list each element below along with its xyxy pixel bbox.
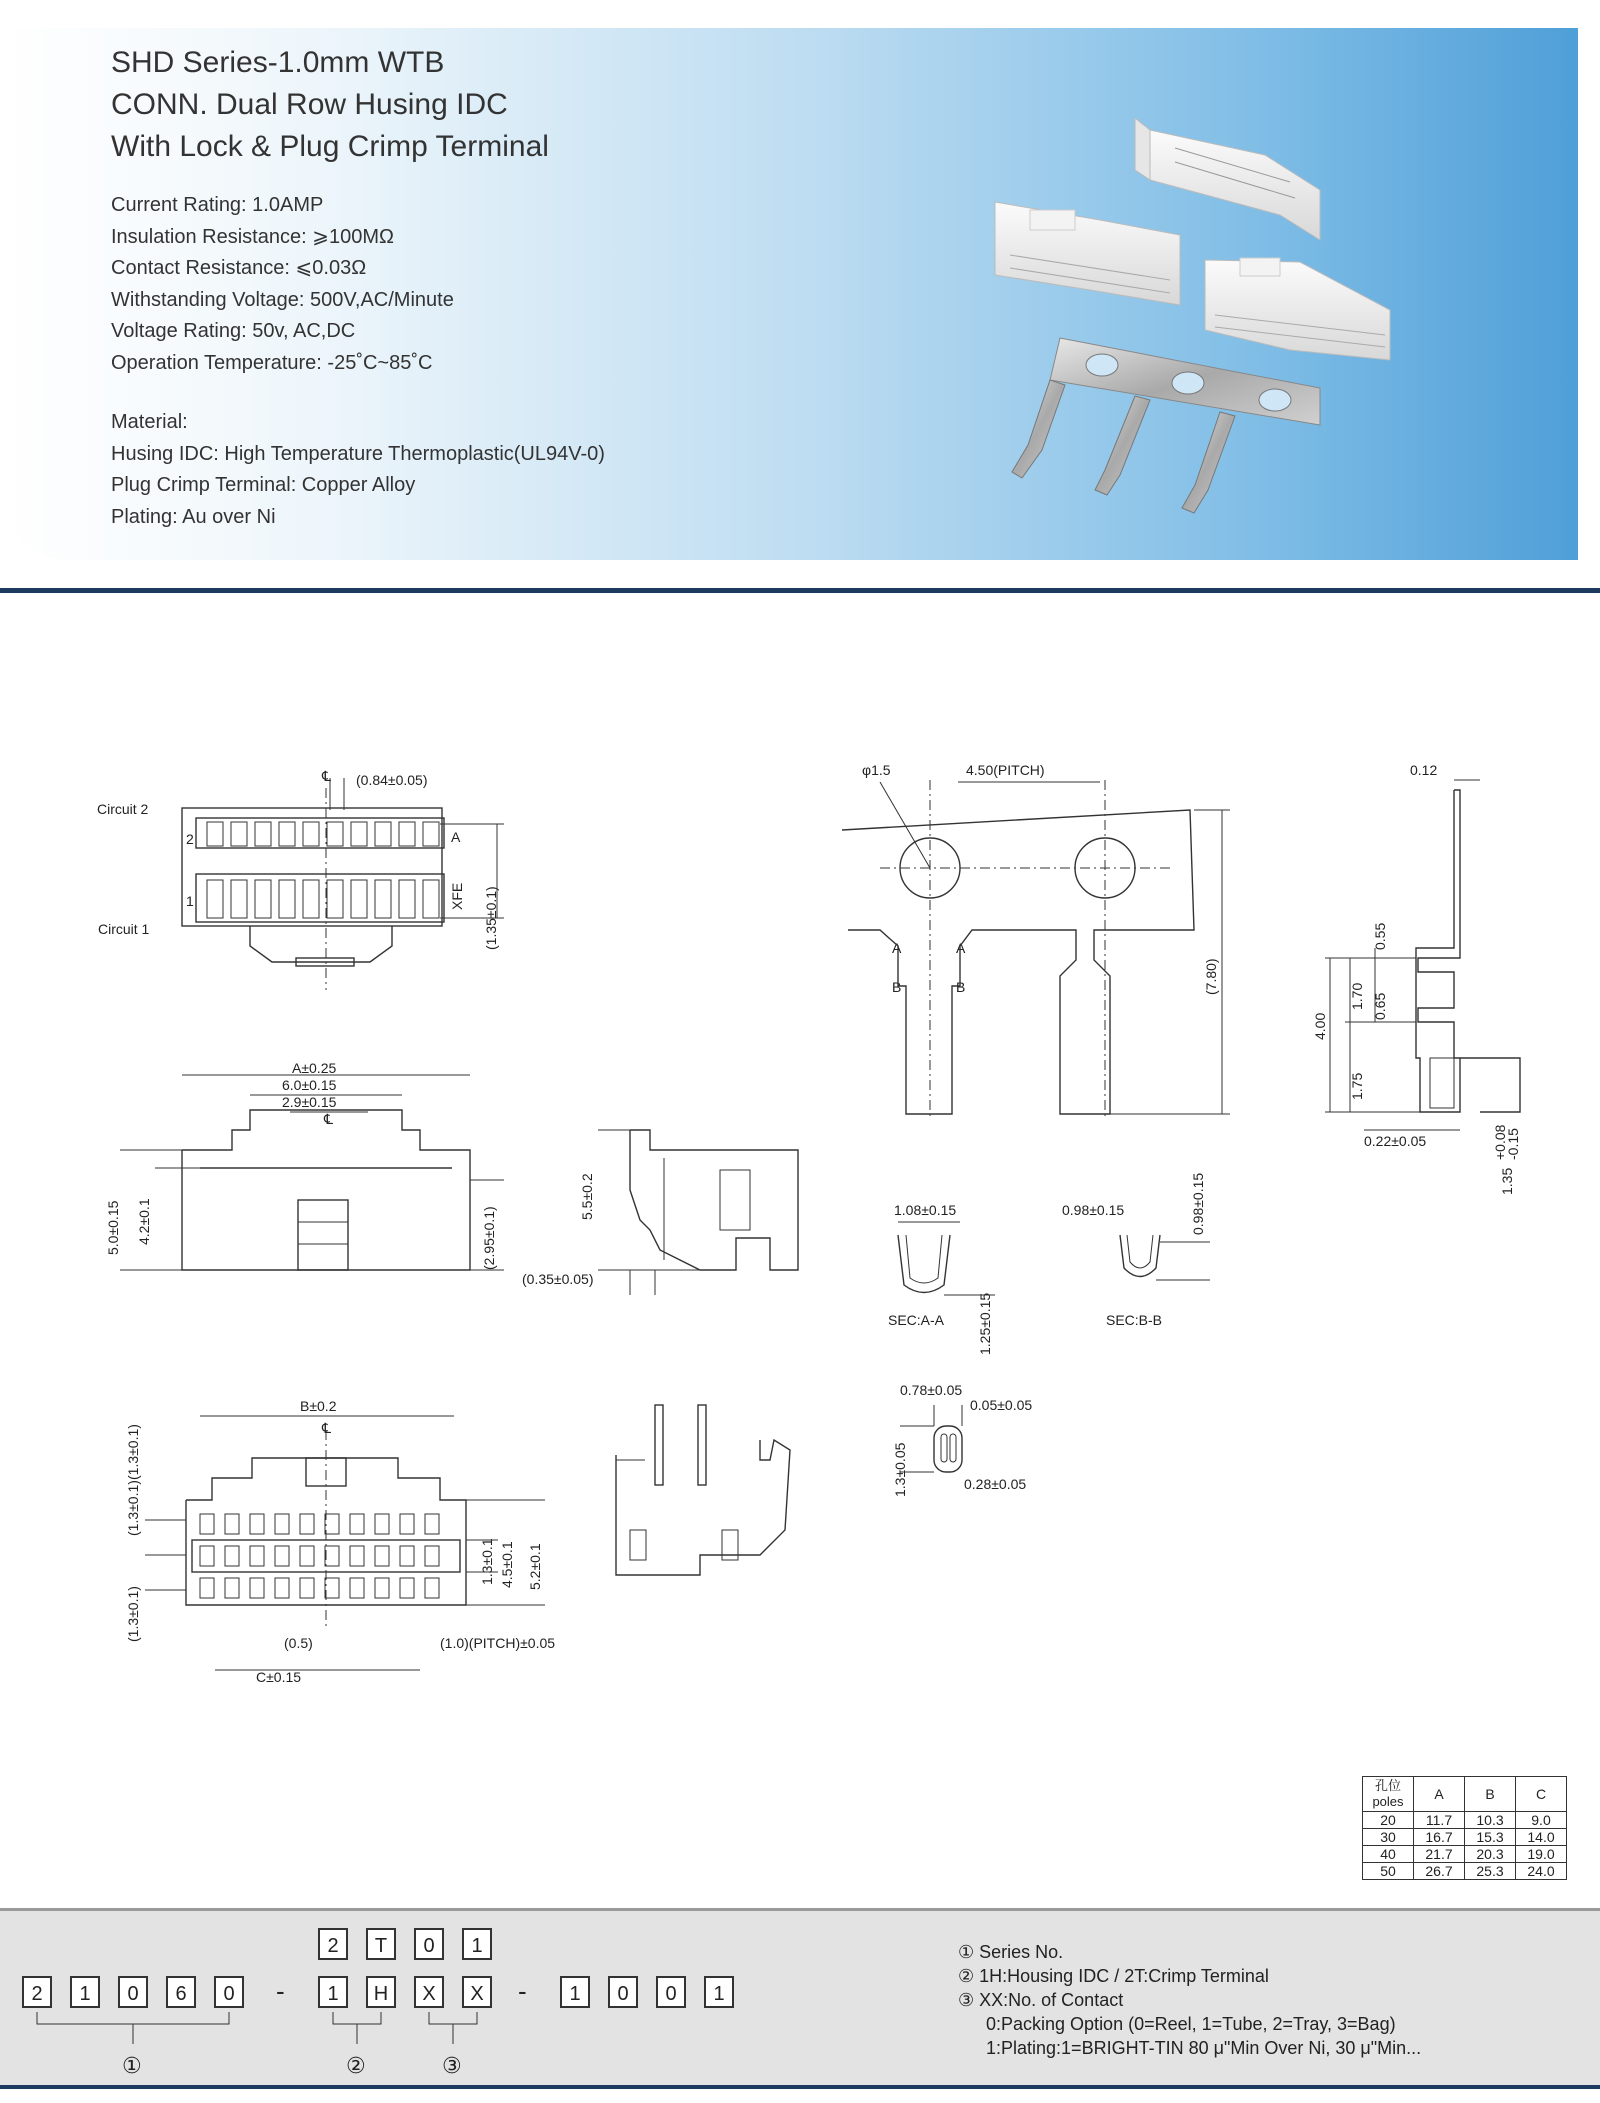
pn-type-top: T <box>366 1928 396 1960</box>
legend-item: 0:Packing Option (0=Reel, 1=Tube, 2=Tray, 3=Bag) <box>986 2014 1396 2034</box>
dim-2-9: 2.9±0.15 <box>282 1094 337 1110</box>
contact-cavity <box>400 1546 414 1566</box>
dim-0-12: 0.12 <box>1410 762 1438 778</box>
contact-cavity <box>275 1546 289 1566</box>
pn-series-digit: 1 <box>70 1976 100 2008</box>
contact-cavity <box>255 880 271 918</box>
dim-0-28: 0.28±0.05 <box>964 1476 1027 1492</box>
terminal-side-view <box>1312 762 1521 1195</box>
dim-strip-pitch: 4.50(PITCH) <box>966 762 1045 778</box>
contact-cavity <box>350 1514 364 1534</box>
label-row-1: 1 <box>186 893 194 909</box>
table-header: C <box>1516 1777 1567 1812</box>
housing-side-view <box>522 1130 798 1295</box>
contact-cavity <box>200 1578 214 1598</box>
table-cell: 21.7 <box>1414 1846 1465 1863</box>
housing-front-view <box>105 1060 504 1270</box>
legend-item: ③ XX:No. of Contact <box>958 1990 1124 2010</box>
contact-cavity <box>351 822 367 846</box>
contact-cavity <box>327 880 343 918</box>
technical-drawing <box>0 740 1600 1900</box>
contact-cavity <box>375 1578 389 1598</box>
label-row-a: A <box>451 829 461 845</box>
contact-cavity <box>425 1514 439 1534</box>
pn-marker-1: ① <box>122 2053 142 2078</box>
contact-cavity <box>350 1546 364 1566</box>
contact-cavity <box>225 1546 239 1566</box>
dim-1-3-lower: (1.3±0.1) <box>125 1586 141 1642</box>
pn-suffix-digit: 0 <box>608 1976 638 2008</box>
dim-5-0: 5.0±0.15 <box>105 1200 121 1255</box>
pn-series-digit: 2 <box>22 1976 52 2008</box>
spec-operation-temperature: Operation Temperature: -25˚C~85˚C <box>111 351 433 374</box>
contact-cavity <box>275 1514 289 1534</box>
dim-5-5: 5.5±0.2 <box>579 1173 595 1220</box>
contact-cavity <box>375 880 391 918</box>
table-cell: 24.0 <box>1516 1863 1567 1880</box>
dim-6-0: 6.0±0.15 <box>282 1077 337 1093</box>
housing-section-view <box>616 1405 790 1575</box>
contact-cavity <box>250 1578 264 1598</box>
table-cell: 30 <box>1363 1829 1414 1846</box>
dim-1-25: 1.25±0.15 <box>977 1292 993 1355</box>
housing-bottom-view <box>125 1398 555 1685</box>
legend-item: 1:Plating:1=BRIGHT-TIN 80 μ"Min Over Ni, 30 μ"Min... <box>986 2038 1422 2058</box>
section-divider <box>0 588 1600 593</box>
table-header-poles <box>1363 1777 1414 1812</box>
pn-type-top: 2 <box>318 1928 348 1960</box>
contact-cavity <box>303 822 319 846</box>
contact-cavity <box>200 1514 214 1534</box>
dim-0-98: 0.98±0.15 <box>1062 1202 1125 1218</box>
contact-cavity <box>375 1514 389 1534</box>
material-terminal: Plug Crimp Terminal: Copper Alloy <box>111 474 416 496</box>
pn-suffix-digit: 1 <box>704 1976 734 2008</box>
tol-plus-0-08: +0.08 <box>1492 1124 1508 1160</box>
section-mark-b-right: B <box>956 979 966 995</box>
contact-cavity <box>303 880 319 918</box>
section-a-a <box>888 1202 995 1355</box>
contact-cavity <box>350 1578 364 1598</box>
dim-0-22: 0.22±0.05 <box>1364 1133 1427 1149</box>
section-b-b <box>1062 1173 1210 1328</box>
pn-type-bottom: H <box>366 1976 396 2008</box>
spec-voltage-rating: Voltage Rating: 50v, AC,DC <box>111 320 356 342</box>
centerline-mark: ℄ <box>322 768 331 784</box>
spec-insulation-resistance: Insulation Resistance: ⩾100MΩ <box>111 225 394 248</box>
label-circuit-1: Circuit 1 <box>98 921 150 937</box>
label-circuit-2: Circuit 2 <box>97 801 149 817</box>
dim-1-3-right: 1.3±0.1 <box>479 1538 495 1585</box>
pn-dash: - <box>276 1976 285 2006</box>
terminal-contact-detail <box>892 1382 1032 1497</box>
contact-cavity <box>325 1546 339 1566</box>
dim-0-5: (0.5) <box>284 1635 313 1651</box>
table-cell: 20.3 <box>1465 1846 1516 1863</box>
spec-list <box>111 190 454 379</box>
dim-0-78: 0.78±0.05 <box>900 1382 963 1398</box>
dim-2-95: (2.95±0.1) <box>481 1206 497 1270</box>
contact-cavity <box>425 1546 439 1566</box>
pn-series-digit: 0 <box>118 1976 148 2008</box>
contact-cavity <box>400 1514 414 1534</box>
dim-height-1-35: (1.35±0.1) <box>483 886 499 950</box>
housing-right-illustration <box>1205 258 1390 360</box>
contact-cavity <box>423 880 439 918</box>
dim-1-3-upper: (1.3±0.1) <box>125 1480 141 1536</box>
dim-b: B±0.2 <box>300 1398 337 1414</box>
contact-cavity <box>300 1514 314 1534</box>
contact-cavity <box>300 1546 314 1566</box>
table-cell: 25.3 <box>1465 1863 1516 1880</box>
footer-top-rule <box>0 1908 1600 1911</box>
contact-cavity <box>279 822 295 846</box>
material-housing: Husing IDC: High Temperature Thermoplastic(UL94V-0) <box>111 442 605 465</box>
page-title <box>111 42 549 168</box>
crimp-terminal-strip-illustration <box>1012 338 1320 513</box>
table-cell: 16.7 <box>1414 1829 1465 1846</box>
centerline-mark-bottom: ℄ <box>322 1420 331 1436</box>
table-header-poles-en: poles <box>1372 1794 1404 1809</box>
terminal-strip-view <box>842 762 1230 1120</box>
table-row <box>1363 1829 1567 1846</box>
contact-cavity <box>399 880 415 918</box>
dim-4-00: 4.00 <box>1312 1012 1328 1040</box>
table-cell: 10.3 <box>1465 1812 1516 1829</box>
contact-cavity <box>325 1514 339 1534</box>
material-list <box>111 407 605 533</box>
dim-a: A±0.25 <box>292 1060 337 1076</box>
table-header: A <box>1414 1777 1465 1812</box>
housing-top-illustration <box>1135 118 1320 240</box>
label-sec-a-a: SEC:A-A <box>888 1312 945 1328</box>
title-line: CONN. Dual Row Husing IDC <box>111 88 508 121</box>
table-cell: 40 <box>1363 1846 1414 1863</box>
section-mark-b-left: B <box>892 979 902 995</box>
spec-contact-resistance: Contact Resistance: ⩽0.03Ω <box>111 257 367 279</box>
contact-cavity <box>300 1578 314 1598</box>
pn-marker-2: ② <box>346 2053 366 2078</box>
pn-type-top: 1 <box>462 1928 492 1960</box>
contact-cavity <box>425 1578 439 1598</box>
label-sec-b-b: SEC:B-B <box>1106 1312 1163 1328</box>
contact-cavity <box>351 880 367 918</box>
housing-top-view <box>97 768 504 990</box>
material-plating: Plating: Au over Ni <box>111 505 276 528</box>
contact-cavity <box>423 822 439 846</box>
contact-cavity <box>375 1546 389 1566</box>
pn-marker-3: ③ <box>442 2053 462 2078</box>
dim-7-80: (7.80) <box>1203 958 1219 995</box>
table-cell: 19.0 <box>1516 1846 1567 1863</box>
section-mark-a-left: A <box>892 940 902 956</box>
dim-1-75: 1.75 <box>1349 1072 1365 1100</box>
contact-cavity <box>225 1514 239 1534</box>
contact-cavity <box>325 1578 339 1598</box>
title-line: With Lock & Plug Crimp Terminal <box>111 130 549 163</box>
dim-pitch-1-0: (1.0)(PITCH)±0.05 <box>440 1635 556 1651</box>
contact-cavity <box>275 1578 289 1598</box>
section-mark-a-right: A <box>956 940 966 956</box>
pn-type-bottom: 1 <box>318 1976 348 2008</box>
part-number-legend <box>958 1940 1421 2060</box>
legend-item: ① Series No. <box>958 1942 1064 1962</box>
dim-0-65: 0.65 <box>1372 992 1388 1020</box>
part-number-footer <box>0 1908 1600 2088</box>
title-line: SHD Series-1.0mm WTB <box>111 46 445 79</box>
dim-5-2: 5.2±0.1 <box>527 1543 543 1590</box>
label-xfe: XFE <box>449 882 465 910</box>
table-cell: 14.0 <box>1516 1829 1567 1846</box>
pn-suffix-digit: 0 <box>656 1976 686 2008</box>
contact-cavity <box>231 880 247 918</box>
dim-4-2: 4.2±0.1 <box>136 1198 152 1245</box>
dim-1-3-top: (1.3±0.1) <box>125 1424 141 1480</box>
legend-item: ② 1H:Housing IDC / 2T:Crimp Terminal <box>958 1966 1269 1986</box>
pn-type-bottom: X <box>462 1976 492 2008</box>
pn-series-digit: 6 <box>166 1976 196 2008</box>
spec-current-rating: Current Rating: 1.0AMP <box>111 194 324 216</box>
contact-cavity <box>207 822 223 846</box>
pn-series-digit: 0 <box>214 1976 244 2008</box>
table-cell: 9.0 <box>1516 1812 1567 1829</box>
contact-cavity <box>255 822 271 846</box>
product-photo <box>990 90 1420 530</box>
pn-dash: - <box>518 1976 527 2006</box>
dim-1-08: 1.08±0.15 <box>894 1202 957 1218</box>
contact-cavity <box>327 822 343 846</box>
pn-suffix-digit: 1 <box>560 1976 590 2008</box>
dim-0-05: 0.05±0.05 <box>970 1397 1033 1413</box>
contact-cavity <box>375 822 391 846</box>
footer-bottom-rule <box>0 2085 1600 2089</box>
dim-1-3-contact: 1.3±0.05 <box>892 1442 908 1497</box>
dim-0-35: (0.35±0.05) <box>522 1271 594 1287</box>
dim-1-70: 1.70 <box>1349 982 1365 1010</box>
dim-pilot-hole: φ1.5 <box>862 762 891 778</box>
material-heading: Material: <box>111 411 188 433</box>
contact-cavity <box>225 1578 239 1598</box>
table-row <box>1363 1846 1567 1863</box>
dim-0-98-vertical: 0.98±0.15 <box>1190 1172 1206 1235</box>
label-row-2: 2 <box>186 831 194 847</box>
contact-cavity <box>207 880 223 918</box>
dim-1-35-terminal: 1.35 <box>1499 1167 1515 1195</box>
spec-withstanding-voltage: Withstanding Voltage: 500V,AC/Minute <box>111 288 454 311</box>
contact-cavity <box>400 1578 414 1598</box>
contact-cavity <box>399 822 415 846</box>
tol-minus-0-15: -0.15 <box>1505 1128 1521 1160</box>
table-row <box>1363 1863 1567 1880</box>
pn-type-top: 0 <box>414 1928 444 1960</box>
dim-c: C±0.15 <box>256 1669 302 1685</box>
contact-cavity <box>250 1514 264 1534</box>
housing-left-illustration <box>995 202 1180 305</box>
centerline-mark-front: ℄ <box>324 1111 333 1127</box>
table-cell: 15.3 <box>1465 1829 1516 1846</box>
table-cell: 20 <box>1363 1812 1414 1829</box>
pn-type-bottom: X <box>414 1976 444 2008</box>
dim-contact-pitch: (0.84±0.05) <box>356 772 428 788</box>
table-row <box>1363 1812 1567 1829</box>
contact-cavity <box>200 1546 214 1566</box>
table-header-poles-cn: 孔位 <box>1374 1778 1401 1793</box>
dim-4-5: 4.5±0.1 <box>499 1541 515 1588</box>
pn-bracket-lines <box>0 2008 520 2056</box>
contact-cavity <box>279 880 295 918</box>
table-cell: 11.7 <box>1414 1812 1465 1829</box>
contact-cavity <box>250 1546 264 1566</box>
contact-cavity <box>231 822 247 846</box>
table-cell: 50 <box>1363 1863 1414 1880</box>
table-header: B <box>1465 1777 1516 1812</box>
dim-0-55: 0.55 <box>1372 922 1388 950</box>
dimension-table <box>1362 1776 1567 1880</box>
table-cell: 26.7 <box>1414 1863 1465 1880</box>
